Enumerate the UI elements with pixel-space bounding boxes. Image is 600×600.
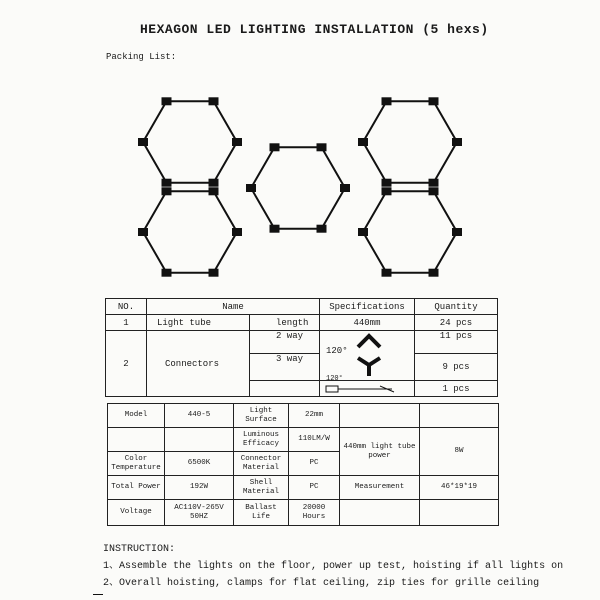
connector-joint — [270, 225, 280, 233]
instruction-heading: INSTRUCTION: — [103, 544, 176, 555]
connector-joint — [232, 228, 242, 236]
measurement-label: Measurement — [340, 476, 420, 500]
color-temp-value: 6500K — [165, 452, 234, 476]
col-spec-header: Specifications — [320, 299, 415, 315]
connector-joint — [209, 179, 219, 187]
col-qty-header: Quantity — [415, 299, 498, 315]
connector-joint — [429, 179, 439, 187]
row2-cable-drawing — [320, 381, 415, 397]
connector-joint — [317, 143, 327, 151]
angle-label-1: 120° — [326, 346, 348, 356]
connector-joint — [317, 225, 327, 233]
efficacy-label: Luminous Efficacy — [234, 428, 289, 452]
row2-spec-drawing — [320, 331, 415, 381]
connector-joint — [358, 138, 368, 146]
connector-joint — [382, 269, 392, 277]
row2-three-way-qty: 9 pcs — [415, 354, 498, 381]
row2-blank — [250, 381, 320, 397]
spec-table — [107, 403, 499, 526]
light-surface-label: Light Surface — [234, 404, 289, 428]
hexagon-outline — [251, 147, 345, 228]
connector-joint — [382, 179, 392, 187]
color-temp-label: Color Temperature — [108, 452, 165, 476]
voltage-value: AC110V-265V 50HZ — [165, 500, 234, 526]
blank-cell — [420, 404, 499, 428]
hexagon-outline — [363, 101, 457, 182]
connector-material-label: Connector Material — [234, 452, 289, 476]
blank-cell — [420, 500, 499, 526]
connector-joint — [138, 228, 148, 236]
connector-joint — [162, 179, 172, 187]
total-power-value: 192W — [165, 476, 234, 500]
row2-cable-qty: 1 pcs — [415, 381, 498, 397]
connector-joint — [452, 138, 462, 146]
three-way-connector-icon — [356, 355, 382, 377]
connector-joint — [162, 269, 172, 277]
row1-spec: 440mm — [320, 315, 415, 331]
shell-material-value: PC — [289, 476, 340, 500]
connector-joint — [270, 143, 280, 151]
connector-material-value: PC — [289, 452, 340, 476]
col-no-header: NO. — [106, 299, 147, 315]
connector-joint — [232, 138, 242, 146]
instruction-step-1: 1、Assemble the lights on the floor, power up test, hoisting if all lights on — [103, 561, 564, 572]
hexagon-outline — [363, 191, 457, 272]
measurement-value: 46*19*19 — [420, 476, 499, 500]
scan-mark — [93, 594, 103, 595]
blank-cell — [340, 404, 420, 428]
row2-two-way: 2 way — [250, 331, 320, 354]
instruction-step-2: 2、Overall hoisting, clamps for flat ceiling, zip ties for grille ceiling — [103, 578, 540, 589]
connector-joint — [246, 184, 256, 192]
row2-name: Connectors — [147, 331, 250, 397]
hexagon-outline — [143, 101, 237, 182]
connector-joint — [382, 97, 392, 105]
tube-power-value: 8W — [420, 428, 499, 476]
packing-list-label: Packing List: — [106, 52, 177, 62]
connector-joint — [209, 269, 219, 277]
row1-no: 1 — [106, 315, 147, 331]
voltage-label: Voltage — [108, 500, 165, 526]
connector-joint — [162, 97, 172, 105]
connector-joint — [209, 97, 219, 105]
row1-name: Light tube — [147, 315, 250, 331]
connector-joint — [429, 269, 439, 277]
angle-label-2: 120° — [326, 375, 343, 383]
packing-table — [105, 298, 498, 397]
connector-joint — [429, 97, 439, 105]
col-name-header: Name — [147, 299, 320, 315]
row1-sub: length — [250, 315, 320, 331]
ballast-label: Ballast Life — [234, 500, 289, 526]
blank-cell — [108, 428, 165, 452]
hexagon-outline — [143, 191, 237, 272]
total-power-label: Total Power — [108, 476, 165, 500]
model-label: Model — [108, 404, 165, 428]
connector-joint — [358, 228, 368, 236]
page-title: HEXAGON LED LIGHTING INSTALLATION (5 hexs) — [140, 22, 489, 37]
efficacy-value: 110LM/W — [289, 428, 340, 452]
instruction-block — [103, 541, 563, 592]
row2-no: 2 — [106, 331, 147, 397]
connector-joint — [209, 187, 219, 195]
shell-material-label: Shell Material — [234, 476, 289, 500]
blank-cell — [165, 428, 234, 452]
row1-qty: 24 pcs — [415, 315, 498, 331]
connector-joint — [340, 184, 350, 192]
connector-joint — [138, 138, 148, 146]
two-way-connector-icon — [356, 333, 382, 349]
row2-three-way: 3 way — [250, 354, 320, 381]
power-cable-icon — [322, 383, 402, 395]
connector-joint — [452, 228, 462, 236]
row2-two-way-qty: 11 pcs — [415, 331, 498, 354]
light-surface-value: 22mm — [289, 404, 340, 428]
tube-power-label: 440mm light tube power — [340, 428, 420, 476]
model-value: 440-5 — [165, 404, 234, 428]
ballast-value: 20000 Hours — [289, 500, 340, 526]
connector-joint — [429, 187, 439, 195]
connector-joint — [382, 187, 392, 195]
blank-cell — [340, 500, 420, 526]
connector-joint — [162, 187, 172, 195]
